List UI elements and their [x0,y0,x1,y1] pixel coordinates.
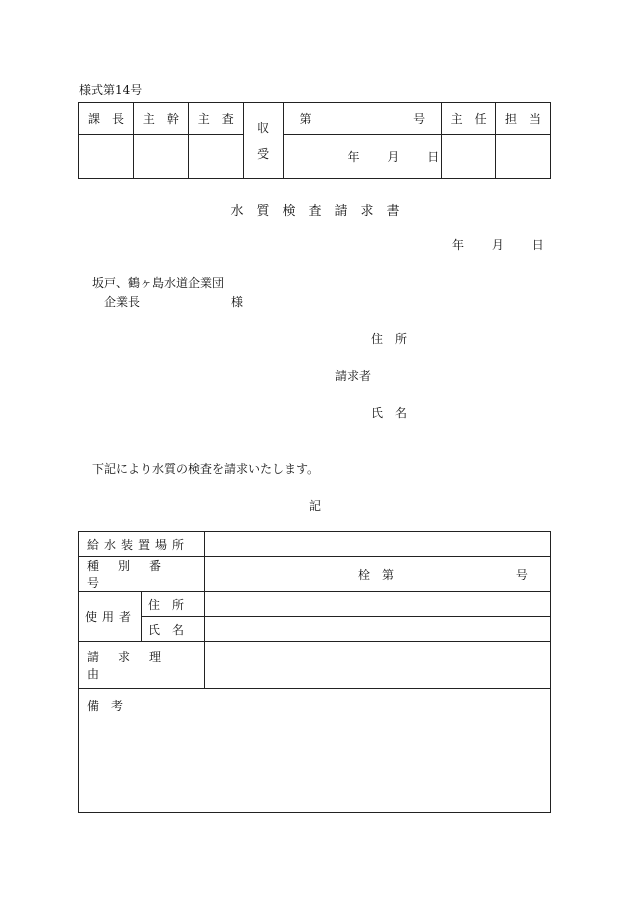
note-heading: 記 [308,499,321,513]
date-day: 日 [531,238,544,252]
tap-no-prefix: 栓 第 [358,567,395,582]
addressee-title: 企業長 [104,295,141,309]
receipt-date-cell[interactable] [283,135,442,179]
location-field[interactable] [205,532,551,557]
user-address-field[interactable] [205,592,551,617]
inspector-stamp[interactable] [188,135,243,179]
user-name-label-cell [142,617,205,642]
user-label: 使用者 [85,610,137,624]
receipt-label [243,103,283,179]
addressee-honorific: 様 [231,295,244,309]
intro-text: 下記により水質の検査を請求いたします。 [92,462,320,476]
requester-name-label: 氏 名 [371,406,408,420]
number-label-cell [79,557,205,592]
number-label: 種別番号 [87,559,181,590]
date-year: 年 [452,238,465,252]
remarks-label: 備 考 [87,699,124,713]
remarks-cell[interactable] [79,689,551,813]
receipt-no-prefix: 第 [299,112,312,126]
section-chief-header: 課 長 [79,103,134,135]
requester-address-label: 住 所 [371,332,408,346]
supervisor-stamp[interactable] [442,135,496,179]
receipt-number-cell [283,103,442,135]
chief-officer-header: 主 幹 [133,103,188,135]
receipt-no-suffix: 号 [413,112,426,126]
user-name-field[interactable] [205,617,551,642]
user-address-label: 住 所 [148,597,185,612]
addressee-organization: 坂戸、鶴ヶ島水道企業団 [92,276,225,290]
chief-officer-stamp[interactable] [133,135,188,179]
receipt-date-day: 日 [427,150,440,164]
user-address-label-cell [142,592,205,617]
reason-label-cell [79,642,205,689]
inspector-header: 主 査 [188,103,243,135]
approval-table [78,102,551,179]
receipt-date-year: 年 [347,150,360,164]
form-number: 様式第14号 [79,83,143,97]
date-line [452,236,544,253]
supervisor-header: 主 任 [442,103,496,135]
tap-no-suffix: 号 [515,567,528,582]
user-name-label: 氏 名 [148,622,185,637]
details-table [78,531,551,813]
location-label-cell [79,532,205,557]
receipt-label-1: 収 [257,120,270,135]
reason-field[interactable] [205,642,551,689]
person-in-charge-header: 担 当 [496,103,551,135]
location-label: 給水装置場所 [87,537,190,552]
reason-label: 請求理由 [87,650,181,681]
user-label-cell [79,592,142,642]
requester-label: 請求者 [335,369,372,383]
section-chief-stamp[interactable] [79,135,134,179]
page-title: 水 質 検 査 請 求 書 [230,204,400,219]
receipt-date-month: 月 [387,150,400,164]
receipt-label-2: 受 [257,146,270,161]
person-in-charge-stamp[interactable] [496,135,551,179]
tap-number-field[interactable] [205,557,551,592]
date-month: 月 [491,238,504,252]
